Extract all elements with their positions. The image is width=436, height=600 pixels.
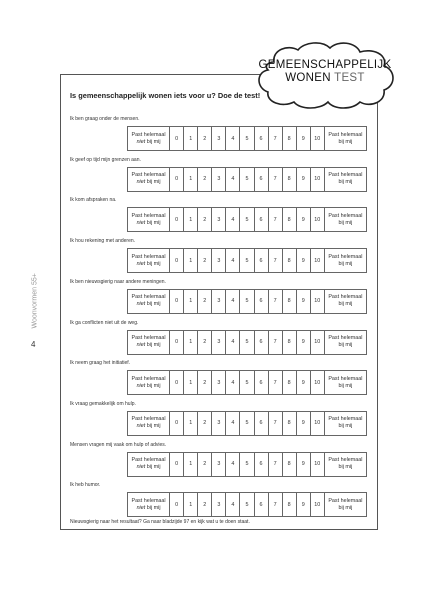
scale-option-9[interactable]: 9 (296, 167, 310, 191)
scale-option-10[interactable]: 10 (310, 208, 324, 232)
scale-option-7[interactable]: 7 (268, 167, 282, 191)
scale-option-5[interactable]: 5 (240, 289, 254, 313)
left-line1: Past helemaal (131, 212, 166, 219)
scale-option-1[interactable]: 1 (184, 493, 198, 517)
scale-option-1[interactable]: 1 (184, 411, 198, 435)
scale-option-0[interactable]: 0 (170, 452, 184, 476)
question-text: Ik neem graag het initiatief. (70, 360, 131, 367)
left-line2: bij mij (145, 464, 161, 471)
scale-option-0[interactable]: 0 (170, 371, 184, 395)
scale-right-label (324, 452, 366, 476)
scale-option-10[interactable]: 10 (310, 452, 324, 476)
scale-option-8[interactable]: 8 (282, 330, 296, 354)
footer-note: Nieuwsgierig naar het resultaat? Ga naar bladzijde 97 en kijk wat u te doen staat. (70, 519, 250, 525)
scale-option-2[interactable]: 2 (198, 452, 212, 476)
left-emphasis: niet (136, 464, 146, 471)
scale-right-label (324, 493, 366, 517)
scale-option-5[interactable]: 5 (240, 249, 254, 273)
scale-option-2[interactable]: 2 (198, 493, 212, 517)
left-emphasis: niet (136, 382, 146, 389)
scale-option-4[interactable]: 4 (226, 167, 240, 191)
scale-option-9[interactable]: 9 (296, 127, 310, 151)
scale-option-2[interactable]: 2 (198, 330, 212, 354)
right-line1: Past helemaal (328, 416, 363, 423)
right-line2: bij mij (338, 138, 353, 145)
scale-option-9[interactable]: 9 (296, 249, 310, 273)
question-text: Ik ben nieuwsgierig naar andere meningen. (70, 278, 166, 285)
scale-option-8[interactable]: 8 (282, 249, 296, 273)
scale-option-9[interactable]: 9 (296, 289, 310, 313)
scale-option-0[interactable]: 0 (170, 493, 184, 517)
scale-option-8[interactable]: 8 (282, 208, 296, 232)
question-text: Ik geef op tijd mijn grenzen aan. (70, 156, 141, 163)
scale-option-2[interactable]: 2 (198, 208, 212, 232)
left-emphasis: niet (136, 301, 146, 308)
scale-left-label (128, 127, 170, 151)
scale-option-6[interactable]: 6 (254, 249, 268, 273)
left-line1: Past helemaal (131, 375, 166, 382)
scale-option-4[interactable]: 4 (226, 371, 240, 395)
page-heading: Is gemeenschappelijk wonen iets voor u? Doe de test! (70, 91, 261, 100)
scale-left-label (128, 249, 170, 273)
scale-option-0[interactable]: 0 (170, 330, 184, 354)
left-emphasis: niet (136, 179, 146, 186)
scale-left-label (128, 330, 170, 354)
scale-option-9[interactable]: 9 (296, 493, 310, 517)
scale-option-2[interactable]: 2 (198, 289, 212, 313)
scale-option-2[interactable]: 2 (198, 127, 212, 151)
scale-option-3[interactable]: 3 (212, 127, 226, 151)
scale-option-8[interactable]: 8 (282, 127, 296, 151)
scale-right-label (324, 249, 366, 273)
scale-left-label (128, 371, 170, 395)
scale-option-2[interactable]: 2 (198, 167, 212, 191)
scale-right-label (324, 289, 366, 313)
scale-option-0[interactable]: 0 (170, 208, 184, 232)
scale-right-label (324, 127, 366, 151)
scale-option-2[interactable]: 2 (198, 371, 212, 395)
title-badge (252, 40, 398, 110)
scale-option-8[interactable]: 8 (282, 452, 296, 476)
scale-option-4[interactable]: 4 (226, 452, 240, 476)
right-line1: Past helemaal (328, 131, 363, 138)
question-text: Mensen vragen mij vaak om hulp of advies. (70, 441, 167, 448)
scale-option-9[interactable]: 9 (296, 208, 310, 232)
scale-option-9[interactable]: 9 (296, 371, 310, 395)
scale-left-label (128, 289, 170, 313)
right-line2: bij mij (338, 342, 353, 348)
scale-option-4[interactable]: 4 (226, 289, 240, 313)
left-line2: bij mij (145, 301, 161, 308)
left-emphasis: niet (136, 219, 146, 226)
scale-option-3[interactable]: 3 (212, 411, 226, 435)
scale-right-label (324, 208, 366, 232)
scale-option-4[interactable]: 4 (226, 208, 240, 232)
scale-option-1[interactable]: 1 (184, 249, 198, 273)
right-line2: bij mij (338, 464, 353, 471)
scale-option-9[interactable]: 9 (296, 330, 310, 354)
left-line1: Past helemaal (131, 172, 166, 179)
left-line2: bij mij (145, 382, 161, 389)
scale-option-8[interactable]: 8 (282, 371, 296, 395)
rating-scale (127, 248, 367, 273)
right-line2: bij mij (338, 504, 353, 511)
scale-option-4[interactable]: 4 (226, 127, 240, 151)
right-line1: Past helemaal (328, 294, 363, 301)
scale-option-1[interactable]: 1 (184, 289, 198, 313)
scale-option-7[interactable]: 7 (268, 127, 282, 151)
right-line1: Past helemaal (328, 172, 363, 179)
badge-wonen: WONEN (285, 72, 331, 84)
rating-scale (127, 370, 367, 395)
scale-option-10[interactable]: 10 (310, 371, 324, 395)
right-line1: Past helemaal (328, 457, 363, 464)
scale-option-10[interactable]: 10 (310, 411, 324, 435)
scale-option-10[interactable]: 10 (310, 493, 324, 517)
left-line2: bij mij (145, 219, 161, 226)
scale-option-1[interactable]: 1 (184, 127, 198, 151)
right-line1: Past helemaal (328, 375, 363, 382)
scale-option-2[interactable]: 2 (198, 411, 212, 435)
scale-option-7[interactable]: 7 (268, 411, 282, 435)
scale-option-3[interactable]: 3 (212, 330, 226, 354)
scale-option-6[interactable]: 6 (254, 330, 268, 354)
scale-option-1[interactable]: 1 (184, 330, 198, 354)
scale-option-8[interactable]: 8 (282, 167, 296, 191)
scale-left-label (128, 493, 170, 517)
badge-line1: GEMEENSCHAPPELIJK (258, 59, 392, 71)
scale-option-0[interactable]: 0 (170, 127, 184, 151)
left-line1: Past helemaal (131, 457, 166, 464)
scale-option-3[interactable]: 3 (212, 249, 226, 273)
rating-scale (127, 411, 367, 436)
left-emphasis: niet (136, 423, 146, 430)
scale-left-label (128, 411, 170, 435)
left-emphasis: niet (136, 138, 146, 145)
scale-left-label (128, 167, 170, 191)
scale-option-10[interactable]: 10 (310, 167, 324, 191)
scale-right-label (324, 371, 366, 395)
scale-option-5[interactable]: 5 (240, 371, 254, 395)
scale-option-7[interactable]: 7 (268, 452, 282, 476)
rating-scale (127, 492, 367, 517)
scale-option-7[interactable]: 7 (268, 208, 282, 232)
scale-option-3[interactable]: 3 (212, 208, 226, 232)
question-text: Ik ga conflicten niet uit de weg. (70, 319, 139, 326)
scale-option-1[interactable]: 1 (184, 371, 198, 395)
scale-option-8[interactable]: 8 (282, 411, 296, 435)
scale-option-4[interactable]: 4 (226, 493, 240, 517)
left-line2: bij mij (145, 504, 161, 511)
question-text: Ik hou rekening met anderen. (70, 238, 136, 245)
scale-option-0[interactable]: 0 (170, 411, 184, 435)
right-line2: bij mij (338, 301, 353, 308)
left-line1: Past helemaal (131, 416, 166, 423)
badge-text (252, 59, 398, 85)
scale-option-7[interactable]: 7 (268, 289, 282, 313)
scale-left-label (128, 452, 170, 476)
left-line1: Past helemaal (131, 294, 166, 301)
rating-scale (127, 452, 367, 477)
scale-option-6[interactable]: 6 (254, 208, 268, 232)
scale-option-9[interactable]: 9 (296, 411, 310, 435)
scale-right-label (324, 411, 366, 435)
question-text: Ik ben graag onder de mensen. (70, 116, 140, 122)
page-number: 4 (31, 340, 36, 349)
scale-left-label (128, 208, 170, 232)
left-line1: Past helemaal (131, 253, 166, 260)
scale-right-label (324, 167, 366, 191)
scale-option-3[interactable]: 3 (212, 371, 226, 395)
left-line1: Past helemaal (131, 335, 166, 341)
scale-option-6[interactable]: 6 (254, 371, 268, 395)
scale-option-10[interactable]: 10 (310, 330, 324, 354)
scale-option-7[interactable]: 7 (268, 330, 282, 354)
rating-scale (127, 167, 367, 192)
scale-option-0[interactable]: 0 (170, 249, 184, 273)
rating-scale (127, 207, 367, 232)
left-line2: bij mij (145, 260, 161, 267)
scale-option-5[interactable]: 5 (240, 411, 254, 435)
right-line2: bij mij (338, 382, 353, 389)
scale-option-3[interactable]: 3 (212, 289, 226, 313)
scale-option-6[interactable]: 6 (254, 167, 268, 191)
scale-right-label (324, 330, 366, 354)
scale-option-7[interactable]: 7 (268, 249, 282, 273)
left-line2: bij mij (145, 138, 161, 145)
scale-option-2[interactable]: 2 (198, 249, 212, 273)
left-emphasis: niet (136, 260, 146, 267)
scale-option-8[interactable]: 8 (282, 289, 296, 313)
question-text: Ik kom afspraken na. (70, 197, 117, 204)
left-emphasis: niet (136, 504, 146, 511)
scale-option-6[interactable]: 6 (254, 493, 268, 517)
scale-option-7[interactable]: 7 (268, 371, 282, 395)
scale-option-3[interactable]: 3 (212, 493, 226, 517)
left-line2: bij mij (145, 179, 161, 186)
question-text: Ik vraag gemakkelijk om hulp. (70, 400, 136, 407)
scale-option-5[interactable]: 5 (240, 208, 254, 232)
left-line1: Past helemaal (131, 131, 166, 138)
badge-test: TEST (334, 72, 365, 84)
scale-option-10[interactable]: 10 (310, 289, 324, 313)
right-line2: bij mij (338, 260, 353, 267)
scale-option-5[interactable]: 5 (240, 493, 254, 517)
scale-option-5[interactable]: 5 (240, 330, 254, 354)
right-line1: Past helemaal (328, 335, 363, 341)
scale-option-4[interactable]: 4 (226, 330, 240, 354)
scale-option-5[interactable]: 5 (240, 167, 254, 191)
scale-option-4[interactable]: 4 (226, 249, 240, 273)
left-line1: Past helemaal (131, 497, 166, 504)
scale-option-6[interactable]: 6 (254, 127, 268, 151)
badge-line2 (252, 72, 398, 85)
scale-option-3[interactable]: 3 (212, 452, 226, 476)
scale-option-6[interactable]: 6 (254, 289, 268, 313)
right-line2: bij mij (338, 219, 353, 226)
rating-scale (127, 330, 367, 355)
scale-option-6[interactable]: 6 (254, 411, 268, 435)
left-line2: bij mij (145, 423, 161, 430)
scale-option-8[interactable]: 8 (282, 493, 296, 517)
scale-option-6[interactable]: 6 (254, 452, 268, 476)
left-emphasis: niet (136, 342, 146, 348)
rating-scale (127, 289, 367, 314)
sidebar-label: Woonvormen 55+ (31, 273, 39, 329)
scale-option-0[interactable]: 0 (170, 167, 184, 191)
scale-option-0[interactable]: 0 (170, 289, 184, 313)
scale-option-5[interactable]: 5 (240, 127, 254, 151)
scale-option-1[interactable]: 1 (184, 208, 198, 232)
right-line1: Past helemaal (328, 253, 363, 260)
question-text: Ik heb humor. (70, 482, 101, 489)
right-line1: Past helemaal (328, 497, 363, 504)
left-line2: bij mij (145, 342, 161, 348)
scale-option-1[interactable]: 1 (184, 167, 198, 191)
right-line2: bij mij (338, 423, 353, 430)
rating-scale (127, 126, 367, 151)
right-line1: Past helemaal (328, 212, 363, 219)
scale-option-9[interactable]: 9 (296, 452, 310, 476)
scale-option-10[interactable]: 10 (310, 249, 324, 273)
scale-option-1[interactable]: 1 (184, 452, 198, 476)
scale-option-4[interactable]: 4 (226, 411, 240, 435)
scale-option-3[interactable]: 3 (212, 167, 226, 191)
scale-option-5[interactable]: 5 (240, 452, 254, 476)
right-line2: bij mij (338, 179, 353, 186)
scale-option-10[interactable]: 10 (310, 127, 324, 151)
scale-option-7[interactable]: 7 (268, 493, 282, 517)
